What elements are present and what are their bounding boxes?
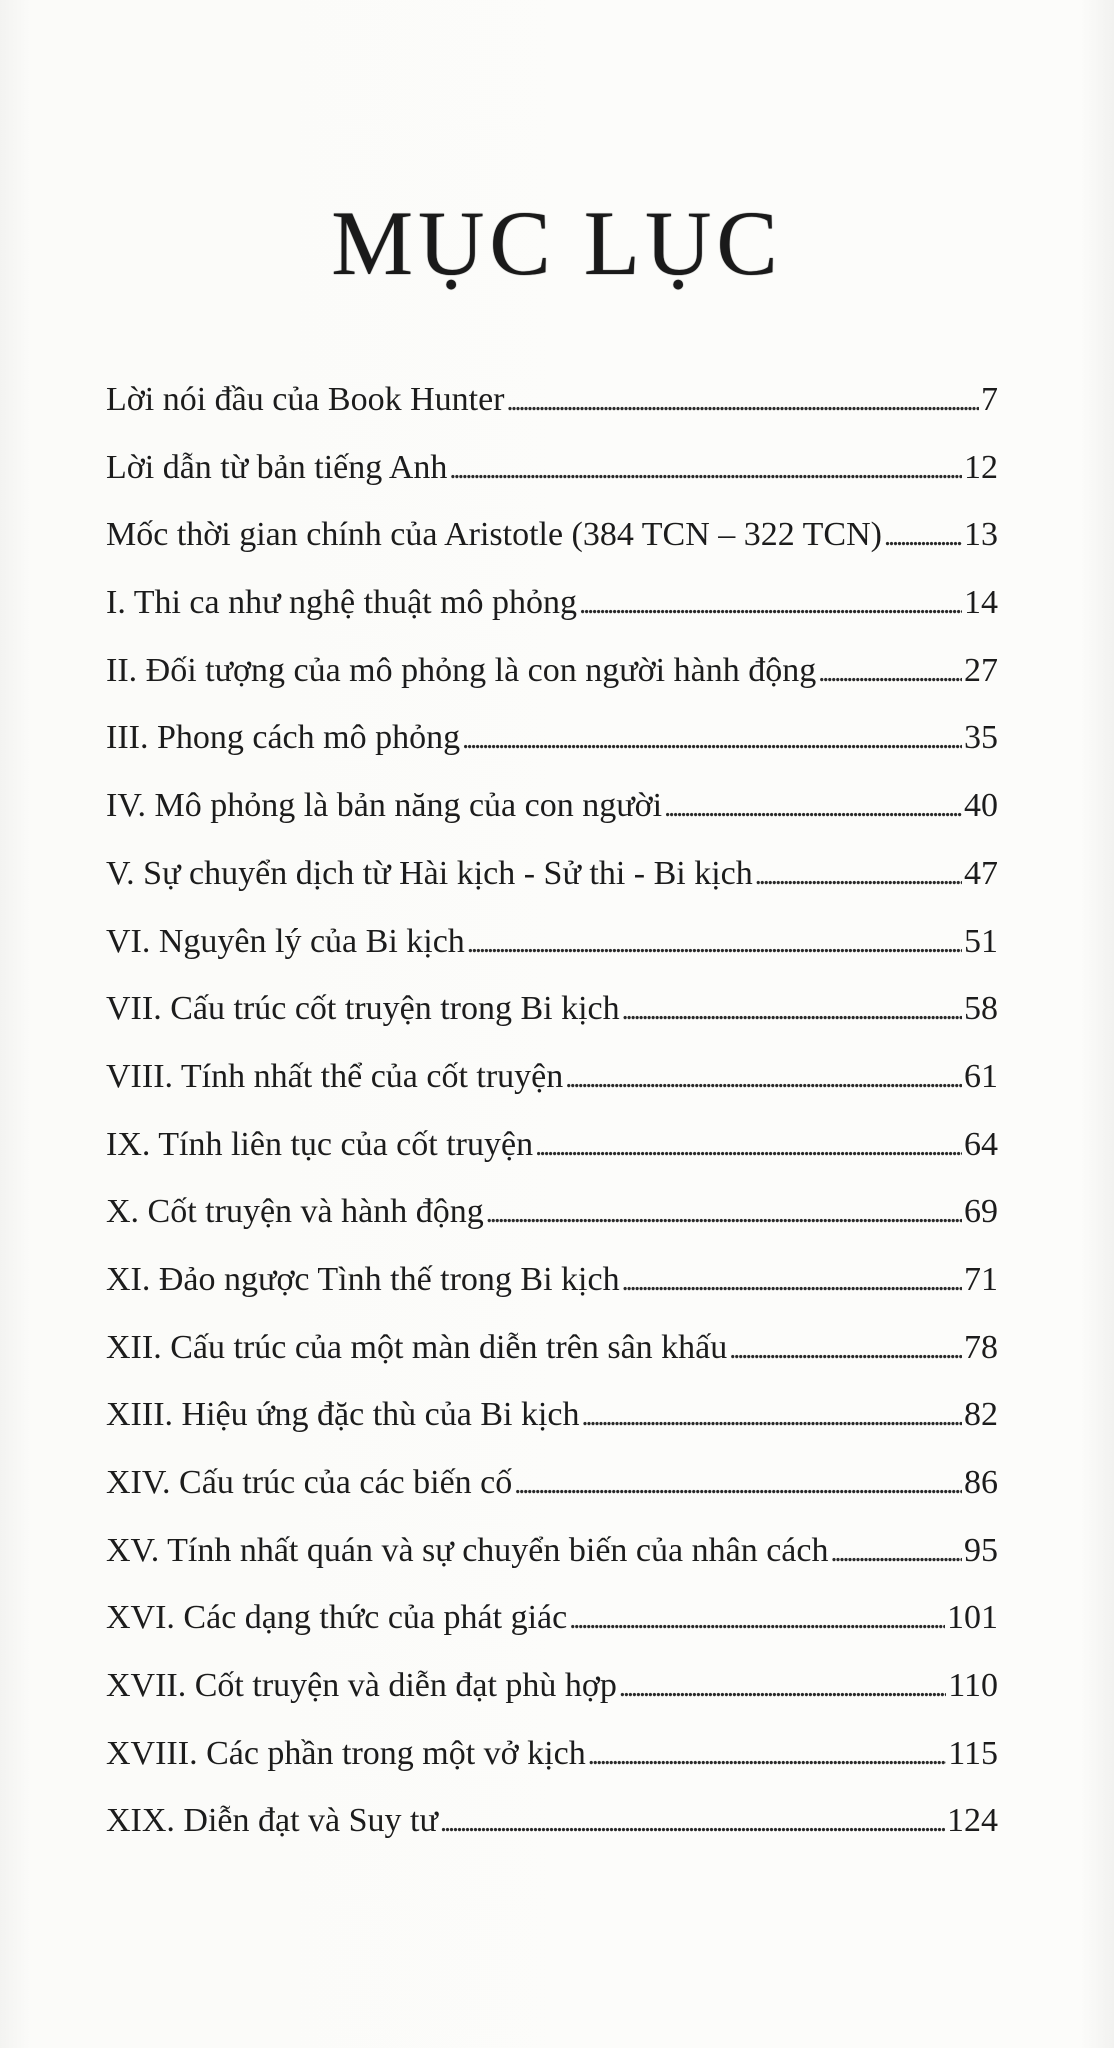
toc-entry-page-number: 115 [948,1734,998,1772]
toc-entry [106,380,998,448]
toc-dot-leader [486,1194,962,1234]
toc-dot-leader [569,1600,945,1640]
toc-dot-leader [467,924,962,964]
toc-entry-title: XVIII. Các phần trong một vở kịch [106,1734,586,1772]
toc-dot-leader [818,653,962,693]
toc-entry-page-number: 86 [964,1464,998,1501]
toc-entry-page-number: 69 [964,1193,998,1231]
toc-entry-page-number: 101 [947,1599,998,1637]
toc-entry [106,1328,998,1396]
toc-entry [106,922,998,990]
toc-dot-leader [535,1127,962,1167]
toc-entry-title: XII. Cấu trúc của một màn diễn trên sân khấu [106,1328,728,1366]
toc-entry-title: VI. Nguyên lý của Bi kịch [106,922,465,960]
toc-entry-title: XV. Tính nhất quán và sự chuyển biến của nhân cách [106,1531,829,1569]
toc-entry [106,1260,998,1328]
toc-dot-leader [507,382,979,422]
toc-dot-leader [664,788,962,828]
toc-entry-title: Lời nói đầu của Book Hunter [106,381,505,418]
toc-dot-leader [622,991,962,1031]
toc-entry [106,1598,998,1666]
toc-entry-title: IX. Tính liên tục của cốt truyện [106,1125,534,1163]
toc-dot-leader [619,1668,946,1708]
toc-entry [106,989,998,1057]
toc-entry-title: III. Phong cách mô phỏng [106,719,461,757]
toc-entry [106,515,998,583]
toc-dot-leader [729,1330,962,1370]
toc-entry-title: Lời dẫn từ bản tiếng Anh [106,448,448,486]
toc-entry-page-number: 7 [981,381,998,418]
toc-entry-page-number: 14 [964,584,998,622]
toc-entry-page-number: 61 [964,1057,998,1095]
toc-dot-leader [622,1262,962,1302]
toc-entry-title: V. Sự chuyển dịch từ Hài kịch - Sử thi - Bi kịch [106,854,753,892]
toc-entry [106,1666,998,1734]
toc-dot-leader [755,856,962,896]
toc-entry [106,786,998,854]
toc-dot-leader [884,517,962,557]
toc-dot-leader [462,720,962,760]
toc-entry [106,1801,998,1869]
toc-entry-page-number: 64 [964,1125,998,1163]
toc-entry [106,718,998,786]
toc-entry-page-number: 13 [964,516,998,554]
toc-entry-page-number: 82 [964,1396,998,1434]
toc-entry [106,1192,998,1260]
toc-dot-leader [449,450,962,490]
toc-entry-page-number: 40 [964,787,998,825]
toc-entry-page-number: 27 [964,651,998,689]
toc-entry-page-number: 95 [964,1531,998,1569]
toc-entry [106,1395,998,1463]
toc-entry-page-number: 71 [964,1260,998,1298]
toc-entry [106,1531,998,1599]
toc-entry-page-number: 47 [964,854,998,892]
toc-entry-title: XVI. Các dạng thức của phát giác [106,1599,568,1637]
toc-entry-page-number: 110 [948,1667,998,1705]
toc-entry-page-number: 12 [964,448,998,486]
toc-dot-leader [830,1533,962,1573]
toc-entry-page-number: 124 [947,1802,998,1840]
toc-entry-title: XIII. Hiệu ứng đặc thù của Bi kịch [106,1396,580,1434]
toc-dot-leader [588,1736,947,1776]
toc-dot-leader [440,1803,945,1843]
toc-dot-leader [579,585,962,625]
toc-entry-title: X. Cốt truyện và hành động [106,1193,484,1231]
toc-entry [106,448,998,516]
toc-entry-page-number: 78 [964,1328,998,1366]
toc-entry [106,651,998,719]
toc-entry-page-number: 51 [964,922,998,960]
toc-entry-title: XI. Đảo ngược Tình thế trong Bi kịch [106,1260,620,1298]
toc-entry [106,854,998,922]
toc-dot-leader [514,1465,962,1505]
toc-dot-leader [582,1397,962,1437]
toc-entry-title: I. Thi ca như nghệ thuật mô phỏng [106,584,578,622]
toc-entry-title: XVII. Cốt truyện và diễn đạt phù hợp [106,1667,617,1705]
toc-entry-page-number: 58 [964,990,998,1028]
toc-entry [106,1734,998,1802]
toc-entry-title: IV. Mô phỏng là bản năng của con người [106,787,663,825]
toc-entry-title: VII. Cấu trúc cốt truyện trong Bi kịch [106,990,620,1028]
toc-entry [106,1463,998,1531]
toc-entry [106,583,998,651]
toc-entry [106,1125,998,1193]
toc-entry-title: II. Đối tượng của mô phỏng là con người hành động [106,651,817,689]
toc-entry-title: XIV. Cấu trúc của các biến cố [106,1464,513,1501]
table-of-contents [106,380,998,1869]
toc-dot-leader [565,1059,962,1099]
toc-entry-title: XIX. Diễn đạt và Suy tư [106,1802,438,1840]
page-title: MỤC LỤC [331,192,783,294]
toc-entry-title: Mốc thời gian chính của Aristotle (384 TCN – 322 TCN) [106,516,882,554]
toc-entry-page-number: 35 [964,719,998,757]
toc-entry [106,1057,998,1125]
toc-entry-title: VIII. Tính nhất thể của cốt truyện [106,1057,564,1095]
